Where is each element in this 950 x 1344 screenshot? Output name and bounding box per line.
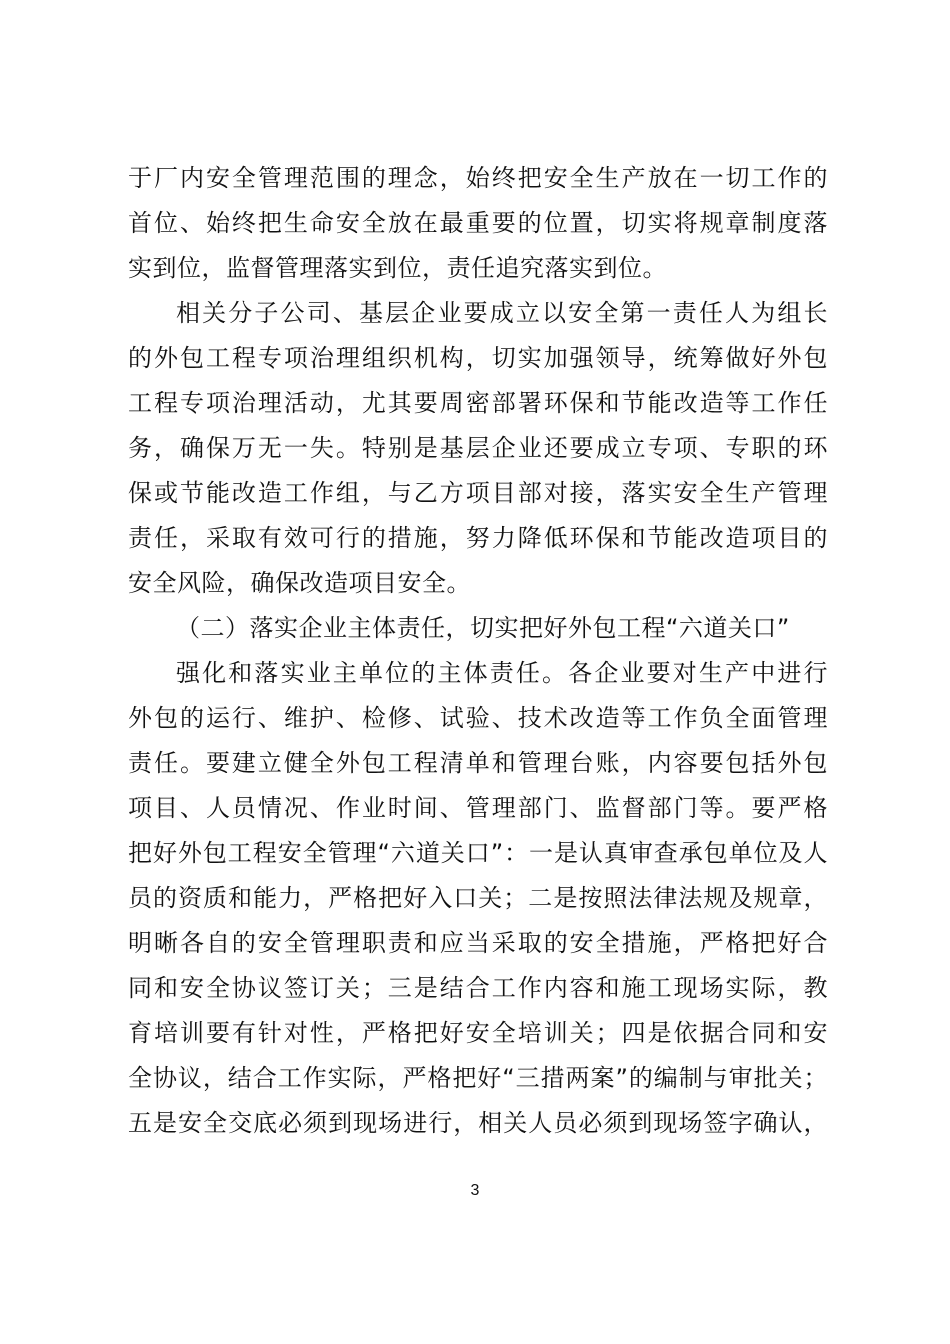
section-heading: （二）落实企业主体责任，切实把好外包工程“六道关口” <box>176 614 790 642</box>
body-text <box>128 156 828 1146</box>
text-line: 育培训要有针对性，严格把好安全培训关；四是依据合同和安 <box>128 1019 828 1047</box>
text-line: 外包的运行、维护、检修、试验、技术改造等工作负全面管理 <box>128 704 828 732</box>
text-line: 的外包工程专项治理组织机构，切实加强领导，统筹做好外包 <box>128 344 828 372</box>
text-line: 相关分子公司、基层企业要成立以安全第一责任人为组长 <box>176 299 828 327</box>
text-line: 务，确保万无一失。特别是基层企业还要成立专项、专职的环 <box>128 434 828 462</box>
text-line: 员的资质和能力，严格把好入口关；二是按照法律法规及规章， <box>128 884 828 912</box>
text-line: 责任。要建立健全外包工程清单和管理台账，内容要包括外包 <box>128 749 828 777</box>
text-line: 五是安全交底必须到现场进行，相关人员必须到现场签字确认， <box>128 1109 828 1137</box>
text-line: 同和安全协议签订关；三是结合工作内容和施工现场实际，教 <box>128 974 828 1002</box>
text-line: 安全风险，确保改造项目安全。 <box>128 569 471 597</box>
text-line: 于厂内安全管理范围的理念，始终把安全生产放在一切工作的 <box>128 164 828 192</box>
text-line: 全协议，结合工作实际，严格把好“三措两案”的编制与审批关； <box>128 1064 828 1092</box>
text-line: 实到位，监督管理落实到位，责任追究落实到位。 <box>128 254 667 282</box>
text-line: 工程专项治理活动，尤其要周密部署环保和节能改造等工作任 <box>128 389 828 417</box>
text-line: 明晰各自的安全管理职责和应当采取的安全措施，严格把好合 <box>128 929 828 957</box>
text-line: 保或节能改造工作组，与乙方项目部对接，落实安全生产管理 <box>128 479 828 507</box>
page-number: 3 <box>470 1182 480 1199</box>
text-line: 项目、人员情况、作业时间、管理部门、监督部门等。要严格 <box>128 794 828 822</box>
text-line: 首位、始终把生命安全放在最重要的位置，切实将规章制度落 <box>128 209 828 237</box>
text-line: 把好外包工程安全管理“六道关口”：一是认真审查承包单位及人 <box>128 839 828 867</box>
text-line: 责任，采取有效可行的措施，努力降低环保和节能改造项目的 <box>128 524 828 552</box>
text-line: 强化和落实业主单位的主体责任。各企业要对生产中进行 <box>176 659 828 687</box>
